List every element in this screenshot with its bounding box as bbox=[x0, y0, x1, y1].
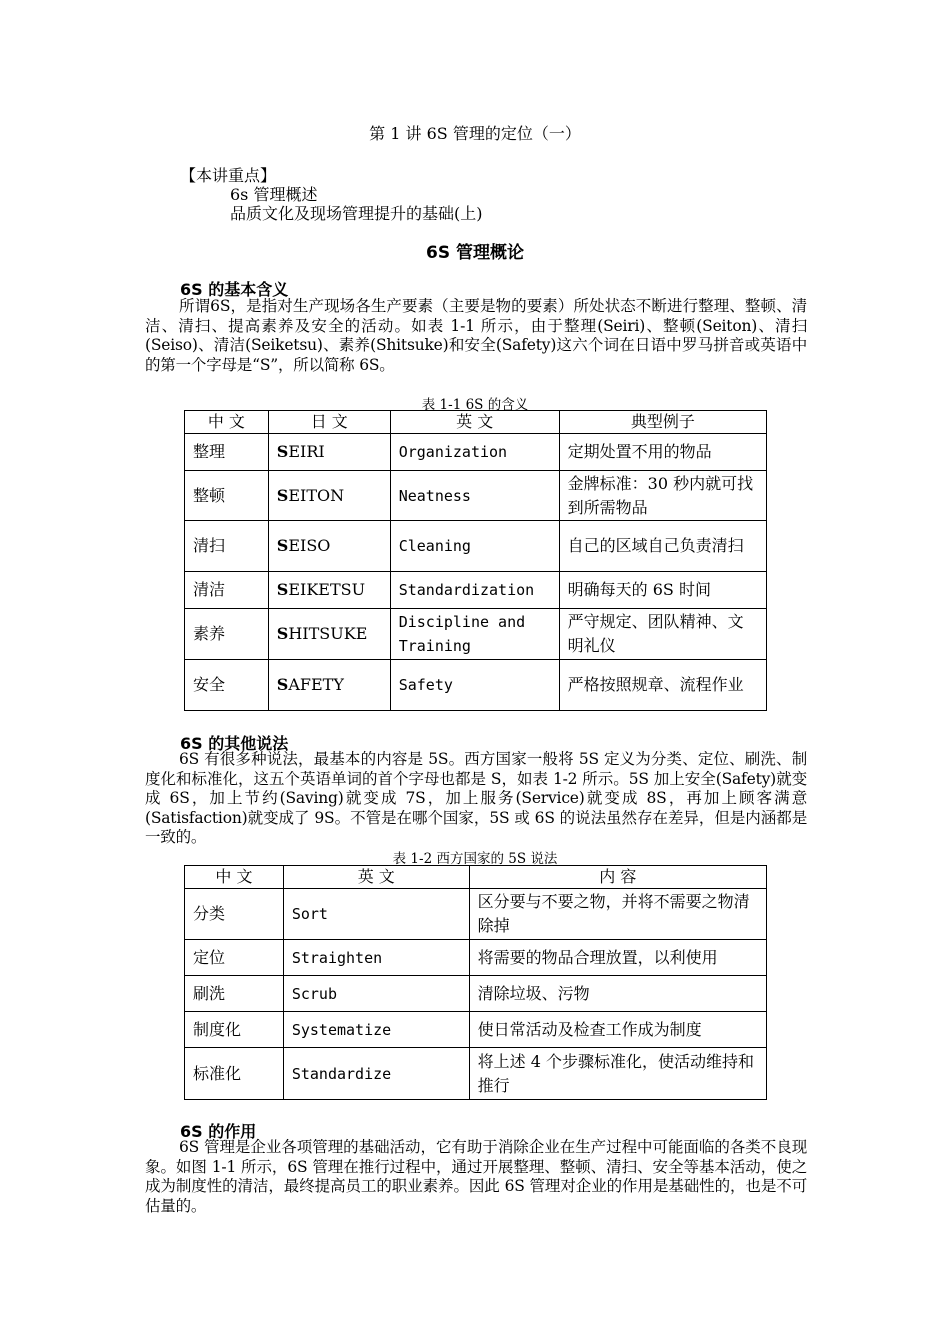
table-western-5s bbox=[184, 865, 767, 1100]
cell-example: 明确每天的 6S 时间 bbox=[559, 572, 766, 609]
cell-chinese: 分类 bbox=[185, 889, 284, 940]
cell-japanese: SAFETY bbox=[268, 660, 390, 711]
table-row bbox=[185, 1048, 767, 1100]
cell-chinese: 素养 bbox=[185, 609, 269, 660]
cell-example: 严格按照规章、流程作业 bbox=[559, 660, 766, 711]
header-cell: 英 文 bbox=[283, 866, 469, 889]
cell-english: Sort bbox=[283, 889, 469, 940]
table-row bbox=[185, 572, 767, 609]
header-cell: 典型例子 bbox=[559, 411, 766, 434]
cell-english: Standardization bbox=[390, 572, 559, 609]
table-row bbox=[185, 521, 767, 572]
key-point-item: 6s 管理概述 bbox=[230, 185, 318, 204]
header-cell: 英 文 bbox=[390, 411, 559, 434]
table-row bbox=[185, 609, 767, 660]
section-title: 6S 管理概论 bbox=[426, 243, 524, 263]
cell-chinese: 标准化 bbox=[185, 1048, 284, 1100]
cell-content: 将需要的物品合理放置，以利使用 bbox=[469, 940, 766, 976]
paragraph-other-names: 6S 有很多种说法，最基本的内容是 5S。西方国家一般将 5S 定义为分类、定位、刷洗、制度化和标准化，这五个英语单词的首个字母也都是 S，如表 1-2 所示。5S 加上安全(Safety)就变成 6S，加上节约(Saving)就变成 7S，加上服务(Service)就变成 8S，再加上顾客满意(Satisfaction)就变成了 9S。不管是在哪个国家，5S 或 6S 的说法虽然存在差异，但是内涵都是一致的。 bbox=[145, 750, 807, 846]
cell-english: Scrub bbox=[283, 976, 469, 1012]
heading-other-names: 6S 的其他说法 bbox=[180, 734, 289, 753]
cell-example: 金牌标准：30 秒内就可找到所需物品 bbox=[559, 471, 766, 521]
paragraph-basic-meaning: 所谓6S，是指对生产现场各生产要素（主要是物的要素）所处状态不断进行整理、整顿、清洁、清扫、提高素养及安全的活动。如表 1-1 所示，由于整理(Seiri)、整顿(Seiton)、清扫(Seiso)、清洁(Seiketsu)、素养(Shitsuke)和安全(Safety)这六个词在日语中罗马拼音或英语中的第一个字母是“S”，所以简称 6S。 bbox=[145, 297, 807, 374]
table-6s-meaning bbox=[184, 410, 767, 711]
cell-chinese: 制度化 bbox=[185, 1012, 284, 1048]
table-header-row bbox=[185, 866, 767, 889]
cell-example: 严守规定、团队精神、文明礼仪 bbox=[559, 609, 766, 660]
paragraph-function: 6S 管理是企业各项管理的基础活动，它有助于消除企业在生产过程中可能面临的各类不良现象。如图 1-1 所示，6S 管理在推行过程中，通过开展整理、整顿、清扫、安全等基本活动，使之成为制度性的清洁，最终提高员工的职业素养。因此 6S 管理对企业的作用是基础性的，也是不可估量的。 bbox=[145, 1138, 807, 1215]
table-row bbox=[185, 1012, 767, 1048]
cell-english: Cleaning bbox=[390, 521, 559, 572]
cell-content: 将上述 4 个步骤标准化，使活动维持和推行 bbox=[469, 1048, 766, 1100]
cell-example: 自己的区域自己负责清扫 bbox=[559, 521, 766, 572]
header-cell: 内 容 bbox=[469, 866, 766, 889]
cell-japanese: SEIRI bbox=[268, 434, 390, 471]
table-row bbox=[185, 660, 767, 711]
key-points-heading: 【本讲重点】 bbox=[180, 166, 277, 185]
cell-content: 区分要与不要之物，并将不需要之物清除掉 bbox=[469, 889, 766, 940]
table-row bbox=[185, 889, 767, 940]
cell-chinese: 刷洗 bbox=[185, 976, 284, 1012]
cell-english: Systematize bbox=[283, 1012, 469, 1048]
cell-chinese: 整理 bbox=[185, 434, 269, 471]
cell-chinese: 清洁 bbox=[185, 572, 269, 609]
cell-chinese: 定位 bbox=[185, 940, 284, 976]
header-cell: 中 文 bbox=[185, 866, 284, 889]
cell-english: Standardize bbox=[283, 1048, 469, 1100]
cell-japanese: SHITSUKE bbox=[268, 609, 390, 660]
header-cell: 日 文 bbox=[268, 411, 390, 434]
header-cell: 中 文 bbox=[185, 411, 269, 434]
heading-function: 6S 的作用 bbox=[180, 1122, 257, 1141]
cell-japanese: SEITON bbox=[268, 471, 390, 521]
table-row bbox=[185, 434, 767, 471]
lecture-title: 第 1 讲 6S 管理的定位（一） bbox=[369, 124, 581, 143]
cell-chinese: 清扫 bbox=[185, 521, 269, 572]
cell-english: Organization bbox=[390, 434, 559, 471]
cell-english: Safety bbox=[390, 660, 559, 711]
table-row bbox=[185, 471, 767, 521]
heading-basic-meaning: 6S 的基本含义 bbox=[180, 280, 289, 299]
table1-caption: 表 1-1 6S 的含义 bbox=[421, 397, 529, 413]
cell-english: Straighten bbox=[283, 940, 469, 976]
table-row bbox=[185, 940, 767, 976]
table-header-row bbox=[185, 411, 767, 434]
cell-japanese: SEISO bbox=[268, 521, 390, 572]
cell-japanese: SEIKETSU bbox=[268, 572, 390, 609]
cell-example: 定期处置不用的物品 bbox=[559, 434, 766, 471]
key-point-item: 品质文化及现场管理提升的基础(上) bbox=[230, 204, 483, 223]
table-row bbox=[185, 976, 767, 1012]
cell-english: Neatness bbox=[390, 471, 559, 521]
cell-english: Discipline and Training bbox=[390, 609, 559, 660]
cell-content: 清除垃圾、污物 bbox=[469, 976, 766, 1012]
table2-caption: 表 1-2 西方国家的 5S 说法 bbox=[392, 851, 558, 867]
cell-content: 使日常活动及检查工作成为制度 bbox=[469, 1012, 766, 1048]
cell-chinese: 整顿 bbox=[185, 471, 269, 521]
cell-chinese: 安全 bbox=[185, 660, 269, 711]
